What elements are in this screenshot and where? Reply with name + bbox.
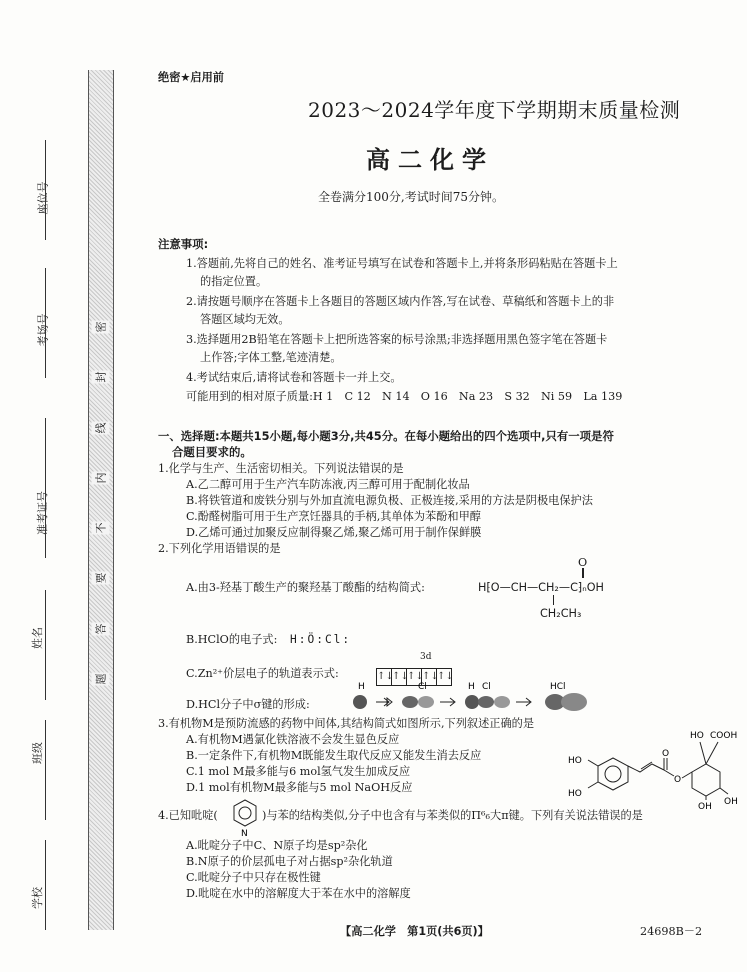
q2-a-branch-bond [553,595,554,605]
vinyl-chain [628,764,664,772]
molecule-m-structure [568,728,740,810]
d-label-hcl: HCl [550,682,566,692]
arrow-icon [516,698,531,706]
seat-field[interactable] [45,140,46,240]
h-s-orbital [465,695,479,709]
q2-a-double-bond [582,568,584,578]
subject-title: 高二化学 [366,146,494,174]
orbital-box: ↑↓ [421,668,437,686]
paper-code: 24698B－2 [640,925,703,938]
q2-b-formula: H:Ö:Cl: [290,633,352,646]
q2-option-d: D.HCl分子中σ键的形成: [186,698,310,711]
school-label: 学校 [31,887,44,909]
class-field[interactable] [45,720,46,820]
label-o-carbonyl: O [662,749,670,759]
cl-p-lobe [418,696,434,708]
page-footer: 【高二化学 第1页(共6页)】 [340,925,489,938]
seal-line-text [91,318,109,688]
note-3a: 3.选择题用2B铅笔在答题卡上把所选答案的标号涂黑;非选择题用黑色签字笔在答题卡 [186,333,608,346]
label-cooh: COOH [710,731,738,741]
q1-option-a: A.乙二醇可用于生产汽车防冻液,丙三醇可用于配制化妆品 [186,478,470,491]
orbital-box: ↑↓ [376,668,392,686]
d-label-cl2: Cl [482,682,491,692]
pyridine-ring [234,800,256,826]
q3-option-d: D.1 mol有机物M最多能与5 mol NaOH反应 [186,781,413,794]
h-s-orbital [353,695,367,709]
q1-option-b: B.将铁管道和废铁分别与外加直流电源负极、正极连接,采用的方法是阴极电保护法 [186,494,593,507]
q2-a-carbonyl-o: O [578,556,588,569]
note-1a: 1.答题前,先将自己的姓名、准考证号填写在试卷和答题卡上,并将条形码粘贴在答题卡上 [186,257,618,270]
note-3b: 上作答;字体工整,笔迹清楚。 [200,351,342,364]
seal-char: 封 [91,371,109,384]
exam-info: 全卷满分100分,考试时间75分钟。 [318,190,504,204]
q2-c-3d-label: 3d [420,652,432,662]
class-label: 班级 [31,742,44,764]
q4-option-a: A.吡啶分子中C、N原子均是sp²杂化 [186,839,368,852]
q1-option-c: C.酚醛树脂可用于生产烹饪器具的手柄,其单体为苯酚和甲醇 [186,510,481,523]
q2-option-b: B.HClO的电子式: [186,633,278,646]
orbital-box: ↑↓ [391,668,407,686]
orbital-box: ↑↓ [436,668,452,686]
q3-option-c: C.1 mol M最多能与6 mol氢气发生加成反应 [186,765,411,778]
q3-option-a: A.有机物M遇氯化铁溶液不会发生显色反应 [186,733,400,746]
q2-stem: 2.下列化学用语错误的是 [158,542,281,555]
q4-stem-a: 4.已知吡啶( [158,809,218,822]
seal-char: 答 [91,622,109,635]
atomic-masses: 可能用到的相对原子质量:H 1 C 12 N 14 O 16 Na 23 S 32 Ni 59 La 139 [186,390,623,403]
hcl-orbital [561,693,587,711]
section1-heading-2: 合题目要求的。 [172,445,252,459]
seal-char: 要 [91,572,109,585]
d-label-h: H [358,682,365,692]
aromatic-circle [605,766,621,782]
q3-option-b: B.一定条件下,有机物M既能发生取代反应又能发生消去反应 [186,749,482,762]
cl-p-lobe [494,696,510,708]
school-field[interactable] [45,840,46,930]
q1-option-d: D.乙烯可通过加聚反应制得聚乙烯,聚乙烯可用于制作保鲜膜 [186,526,482,539]
label-ho1: HO [568,756,582,766]
label-oh-bottom: OH [698,802,712,810]
secret-mark: 绝密★启用前 [158,71,224,84]
label-ho2: HO [568,789,582,799]
name-field[interactable] [45,590,46,700]
seat-label: 座位号 [36,181,50,215]
q4-option-c: C.吡啶分子中只存在极性键 [186,871,321,884]
note-1b: 的指定位置。 [200,275,268,288]
seal-char: 不 [91,522,109,535]
name-label: 姓名 [31,627,44,649]
cl-p-lobe [402,696,418,708]
q2-option-c: C.Zn²⁺价层电子的轨道表示式: [186,667,339,680]
d-label-cl: Cl [418,682,427,692]
pyridine-n: N [241,829,248,838]
label-ho-top: HO [690,731,704,741]
arrow-icon [440,698,455,706]
notes-heading: 注意事项: [158,237,209,251]
note-2b: 答题区域均无效。 [200,313,290,326]
label-o-ester: O [674,775,682,785]
cl-p-lobe [478,696,494,708]
ticket-field[interactable] [45,418,46,558]
pyridine-structure [230,796,260,838]
quinic-ring [692,764,720,796]
room-label: 考场号 [36,313,50,347]
q4-stem-b: )与苯的结构类似,分子中也含有与苯类似的Π⁶₆大π键。下列有关说法错误的是 [262,809,643,822]
q4-option-d: D.吡啶在水中的溶解度大于苯在水中的溶解度 [186,887,411,900]
seal-char: 内 [91,471,109,484]
section1-heading: 一、选择题:本题共15小题,每小题3分,共45分。在每小题给出的四个选项中,只有一项是符 [158,429,614,443]
sigma-bond-diagram [340,680,610,714]
ticket-label: 准考证号 [36,491,49,535]
exam-title: 2023～2024学年度下学期期末质量检测 [308,98,681,122]
q2-a-formula: H⁅O—CH—CH₂—C⁆ₙOH [478,581,604,594]
catechol-ring [598,758,628,790]
room-field[interactable] [45,268,46,378]
q1-stem: 1.化学与生产、生活密切相关。下列说法错误的是 [158,462,404,475]
seal-char: 密 [91,321,109,334]
q4-option-b: B.N原子的价层孤电子对占据sp²杂化轨道 [186,855,393,868]
orbital-box: ↑↓ [406,668,422,686]
seal-char: 线 [91,421,109,434]
seal-char: 题 [91,672,109,685]
label-oh-right: OH [724,797,738,807]
note-2a: 2.请按题号顺序在答题卡上各题目的答题区域内作答,写在试卷、草稿纸和答题卡上的非 [186,295,615,308]
q2-option-a: A.由3-羟基丁酸生产的聚羟基丁酸酯的结构简式: [186,581,425,594]
aromatic-circle [239,807,251,819]
note-4: 4.考试结束后,请将试卷和答题卡一并上交。 [186,371,402,384]
q2-a-branch: CH₂CH₃ [540,607,582,620]
d-label-h2: H [468,682,475,692]
q3-stem: 3.有机物M是预防流感的药物中间体,其结构简式如图所示,下列叙述正确的是 [158,717,535,730]
